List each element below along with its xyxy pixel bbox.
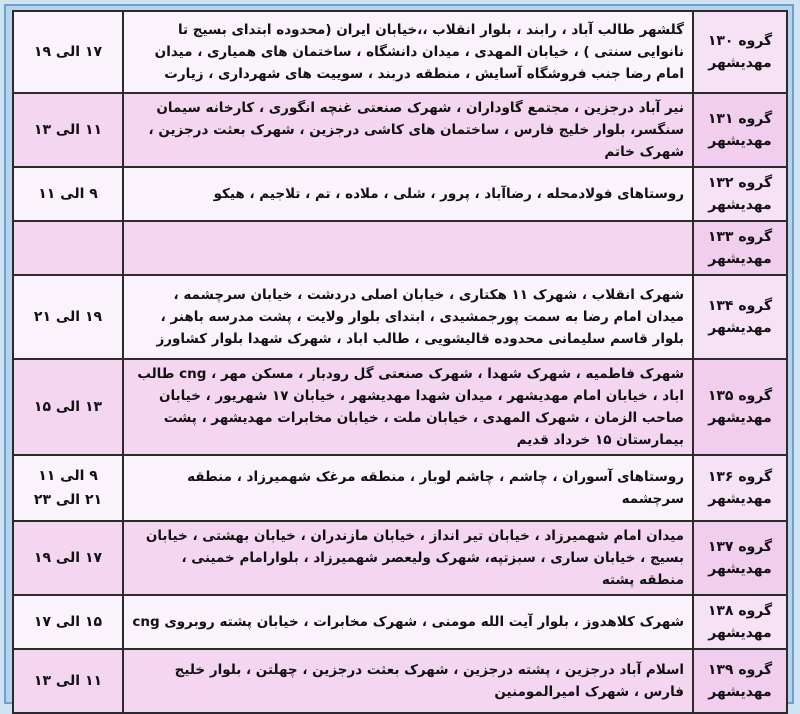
group-city: مهدیشهر: [708, 684, 772, 700]
table-row: [13, 275, 787, 359]
group-name: گروه ۱۳۸: [707, 603, 773, 619]
hours-cell: [13, 93, 123, 167]
hours-range: ۹ الی ۱۱: [38, 468, 98, 484]
hours-range: ۱۱ الی ۱۳: [33, 673, 103, 689]
group-cell: [693, 167, 787, 221]
hours-range: ۱۹ الی ۲۱: [33, 309, 103, 325]
outage-schedule-table: [12, 10, 788, 714]
hours-cell: [13, 595, 123, 649]
areas-cell: اسلام آباد درجزین ، پشته درجزین ، شهرک بعثت درجزین ، چهلتن ، بلوار خلیج فارس ، شهرک امیرالمومنین: [123, 649, 693, 713]
group-cell: [693, 275, 787, 359]
table-row: [13, 521, 787, 595]
hours-cell: [13, 359, 123, 455]
table-row: [13, 455, 787, 521]
group-city: مهدیشهر: [708, 561, 772, 577]
table-row: [13, 93, 787, 167]
table-row: [13, 649, 787, 713]
table-row: [13, 595, 787, 649]
hours-range: ۱۱ الی ۱۳: [33, 122, 103, 138]
hours-range: ۲۱ الی ۲۳: [33, 492, 103, 508]
group-city: مهدیشهر: [708, 410, 772, 426]
group-cell: [693, 521, 787, 595]
group-city: مهدیشهر: [708, 55, 772, 71]
group-name: گروه ۱۳۱: [707, 111, 773, 127]
group-name: گروه ۱۳۷: [707, 539, 773, 555]
areas-cell: [123, 221, 693, 275]
hours-range: ۱۷ الی ۱۹: [33, 44, 103, 60]
areas-cell: میدان امام شهمیرزاد ، خیابان تیر انداز ، خیابان مازندران ، خیابان بهشتی ، خیابان بسیج ، خیابان ساری ، سبزتپه، شهرک ولیعصر شهمیرزاد ، بلوارامام خمینی ، منطقه پشته: [123, 521, 693, 595]
group-name: گروه ۱۳۰: [707, 33, 773, 49]
group-city: مهدیشهر: [708, 320, 772, 336]
hours-cell: [13, 455, 123, 521]
hours-range: ۱۵ الی ۱۷: [33, 614, 103, 630]
areas-cell: شهرک فاطمیه ، شهرک شهدا ، شهرک صنعتی گل رودبار ، مسکن مهر ، cng طالب اباد ، خیابان امام مهدیشهر ، میدان شهدا مهدیشهر ، خیابان ۱۷ شهریور ، خیابان صاحب الزمان ، شهرک المهدی ، خیابان ملت ، خیابان مخابرات مهدیشهر ، پشت بیمارستان ۱۵ خرداد قدیم: [123, 359, 693, 455]
hours-cell: [13, 521, 123, 595]
hours-cell: [13, 167, 123, 221]
hours-range: ۹ الی ۱۱: [38, 186, 98, 202]
group-city: مهدیشهر: [708, 251, 772, 267]
table-row: [13, 11, 787, 93]
table-row: [13, 359, 787, 455]
areas-cell: نیر آباد درجزین ، مجتمع گاوداران ، شهرک صنعتی غنچه انگوری ، کارخانه سیمان سنگسر، بلوار خلیج فارس ، ساختمان های کاشی درجزین ، شهرک بعثت درجزین ، شهرک خاتم: [123, 93, 693, 167]
group-cell: [693, 455, 787, 521]
group-name: گروه ۱۳۴: [707, 298, 773, 314]
schedule-frame: [4, 4, 794, 704]
group-cell: [693, 359, 787, 455]
group-cell: [693, 595, 787, 649]
group-city: مهدیشهر: [708, 197, 772, 213]
hours-cell: [13, 11, 123, 93]
group-name: گروه ۱۳۵: [707, 388, 773, 404]
areas-cell: گلشهر طالب آباد ، رابند ، بلوار انقلاب ،،خیابان ایران (محدوده ابتدای بسیج تا نانوایی سنتی ) ، خیابان المهدی ، میدان دانشگاه ، ساختمان های همیاری ، میدان امام رضا جنب فروشگاه آسایش ، منطقه دربند ، سوییت های شهرداری ، زیارت: [123, 11, 693, 93]
group-city: مهدیشهر: [708, 133, 772, 149]
areas-cell: شهرک انقلاب ، شهرک ۱۱ هکتاری ، خیابان اصلی دردشت ، خیابان سرچشمه ، میدان امام رضا به سمت پورجمشیدی ، ابتدای بلوار ولایت ، پشت مدرسه باهنر ، بلوار قاسم سلیمانی محدوده قالیشویی ، طالب اباد ، شهرک شهدا بلوار کشاورز: [123, 275, 693, 359]
group-cell: [693, 93, 787, 167]
group-name: گروه ۱۳۲: [707, 175, 773, 191]
hours-cell: [13, 649, 123, 713]
group-name: گروه ۱۳۳: [707, 229, 773, 245]
areas-cell: روستاهای فولادمحله ، رضاآباد ، پرور ، شلی ، ملاده ، تم ، تلاجیم ، هیکو: [123, 167, 693, 221]
group-cell: [693, 649, 787, 713]
hours-cell: [13, 221, 123, 275]
group-city: مهدیشهر: [708, 491, 772, 507]
table-row: [13, 167, 787, 221]
hours-range: ۱۳ الی ۱۵: [33, 399, 103, 415]
group-cell: [693, 221, 787, 275]
table-row: [13, 221, 787, 275]
group-name: گروه ۱۳۹: [707, 662, 773, 678]
areas-cell: شهرک کلاهدوز ، بلوار آیت الله مومنی ، شهرک مخابرات ، خیابان پشته روبروی cng: [123, 595, 693, 649]
group-cell: [693, 11, 787, 93]
hours-cell: [13, 275, 123, 359]
group-city: مهدیشهر: [708, 625, 772, 641]
group-name: گروه ۱۳۶: [707, 469, 773, 485]
areas-cell: روستاهای آسوران ، چاشم ، چاشم لوبار ، منطقه مرغک شهمیرزاد ، منطقه سرچشمه: [123, 455, 693, 521]
hours-range: ۱۷ الی ۱۹: [33, 550, 103, 566]
